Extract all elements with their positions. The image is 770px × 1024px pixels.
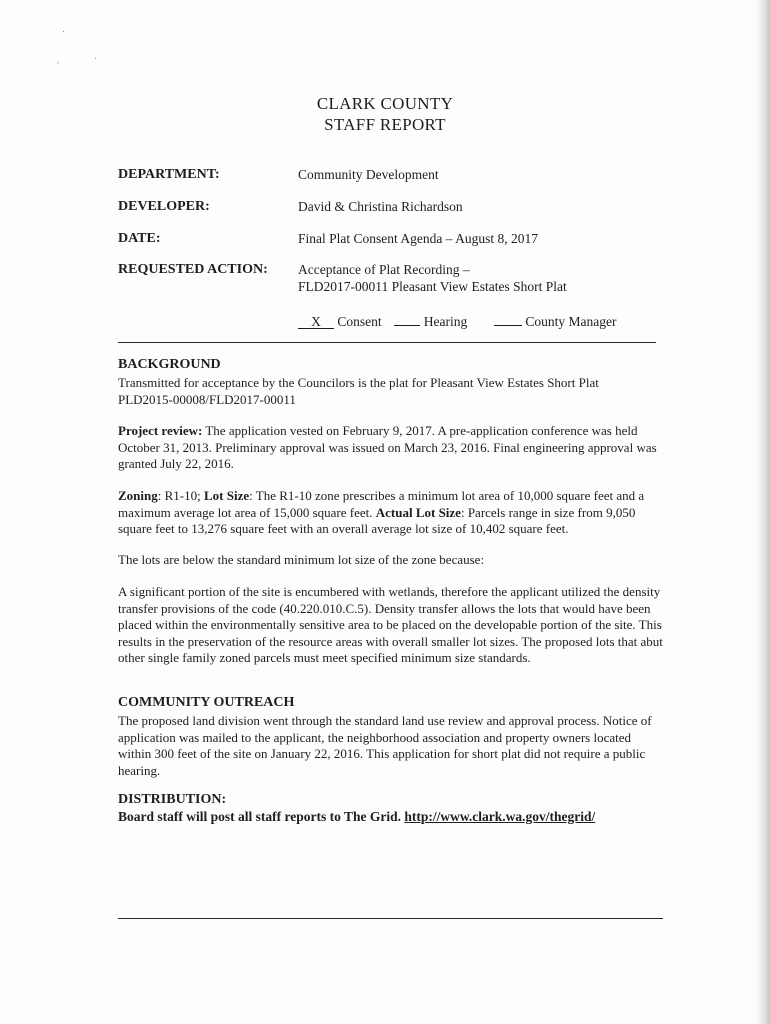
below-standard-text: The lots are below the standard minimum lot size of the zone because: <box>118 552 485 567</box>
zoning-value: : R1-10; <box>157 488 201 503</box>
hearing-checkmark[interactable] <box>394 311 420 326</box>
scan-edge-shadow <box>756 0 770 1024</box>
scan-speck: · <box>94 54 98 65</box>
project-review-paragraph <box>118 423 663 473</box>
lot-size-text: : The R1-10 zone prescribes a minimum lot area of 10,000 square feet and a maximum average lot area of 15,000 square feet. <box>118 488 645 520</box>
actual-lot-size-label: Actual Lot Size <box>375 504 461 520</box>
distribution-text <box>118 809 663 826</box>
distribution-statement: Board staff will post all staff reports to The Grid. <box>118 809 401 824</box>
actual-lot-size-text: : Parcels range in size from 9,050 square feet to 13,276 square feet with an overall average lot size of 10,402 square feet. <box>118 504 636 536</box>
header-divider <box>118 342 656 343</box>
county-manager-label: County Manager <box>525 314 617 329</box>
footer-divider <box>118 918 663 919</box>
department-label: DEPARTMENT: <box>118 167 220 182</box>
background-intro-line1: Transmitted for acceptance by the Councilors is the plat for Pleasant View Estates Short Plat <box>118 375 599 390</box>
background-intro <box>118 375 663 408</box>
lot-size-label: Lot Size <box>203 488 250 503</box>
project-review-text: The application vested on February 9, 2017. A pre-application conference was held October 31, 2013. Preliminary approval was issued on March 23, 2016. Final engineering approval was granted July 22, 2016. <box>118 423 657 471</box>
date-label: DATE: <box>118 231 161 246</box>
requested-action-label: REQUESTED ACTION: <box>118 262 268 277</box>
county-manager-checkmark[interactable] <box>494 311 522 326</box>
the-grid-link[interactable]: http://www.clark.wa.gov/thegrid/ <box>404 809 596 824</box>
consent-checkmark[interactable]: X <box>298 314 334 329</box>
zoning-label: Zoning <box>118 488 158 503</box>
requested-action-value-line1: Acceptance of Plat Recording – <box>298 262 470 277</box>
reason-paragraph: A significant portion of the site is encumbered with wetlands, therefore the applicant utilized the density transfer provisions of the code (40.220.010.C.5). Density transfer allows the lots that would have been placed within the environmentally sensitive area to be placed on the developable portion of the site. This results in the preservation of the resource areas with overall smaller lot sizes. The proposed lots that abut other single family zoned parcels must meet specified minimum size standards. <box>118 584 663 665</box>
background-heading: BACKGROUND <box>118 357 221 372</box>
consent-label: Consent <box>337 314 382 329</box>
developer-label: DEVELOPER: <box>118 199 210 214</box>
requested-action-value-line2: FLD2017-00011 Pleasant View Estates Short Plat <box>298 279 567 294</box>
agenda-type-options <box>298 311 616 330</box>
zoning-paragraph <box>118 488 663 538</box>
developer-value: David & Christina Richardson <box>298 199 463 214</box>
community-outreach-heading: COMMUNITY OUTREACH <box>118 695 295 710</box>
community-outreach-text: The proposed land division went through the standard land use review and approval process. Notice of application was mailed to the applicant, the neighborhood association and property owners located within 300 feet of the site on January 22, 2016. This application for short plat did not require a public hearing. <box>118 713 652 778</box>
scan-speck: ' <box>57 61 59 72</box>
county-title: CLARK COUNTY <box>316 94 454 113</box>
background-intro-line2: PLD2015-00008/FLD2017-00011 <box>118 391 296 407</box>
hearing-label: Hearing <box>423 314 468 329</box>
project-review-label: Project review: <box>118 423 203 438</box>
department-value: Community Development <box>298 167 439 182</box>
report-title: STAFF REPORT <box>324 115 446 134</box>
date-value: Final Plat Consent Agenda – August 8, 2017 <box>298 231 539 246</box>
scan-speck: · <box>62 27 66 38</box>
distribution-heading: DISTRIBUTION: <box>118 792 227 807</box>
